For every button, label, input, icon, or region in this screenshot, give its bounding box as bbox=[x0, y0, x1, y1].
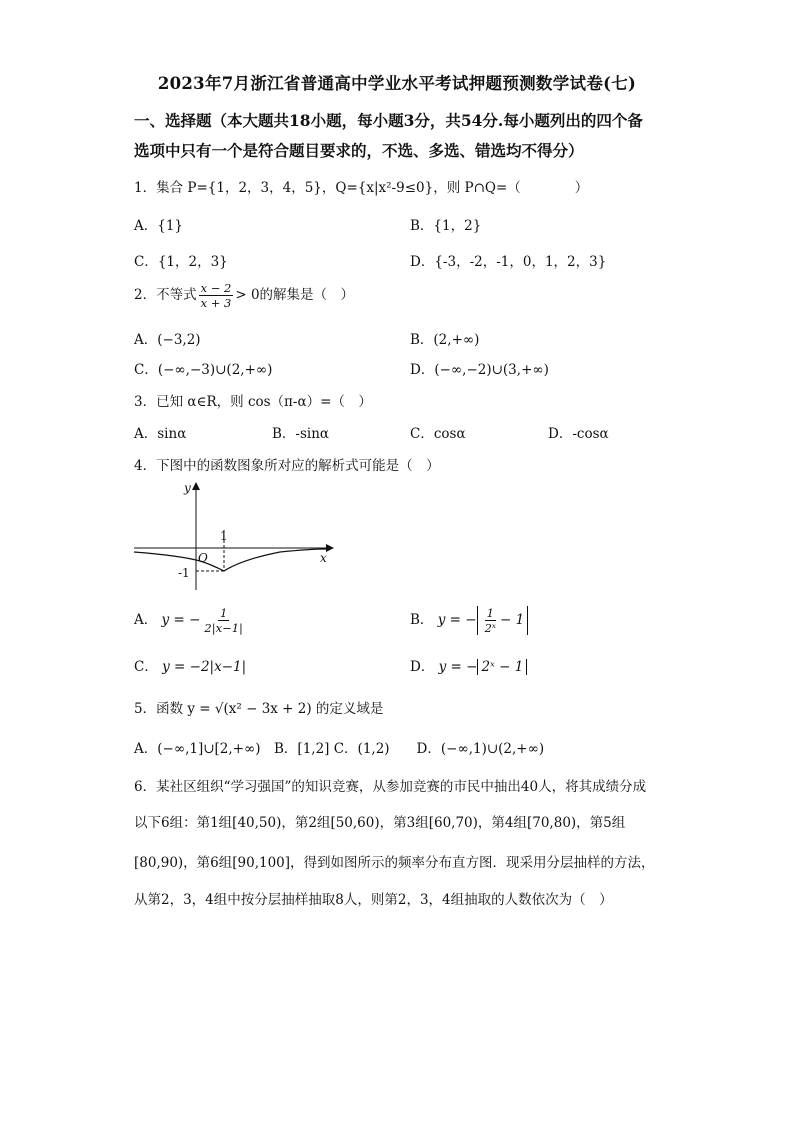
q2-option-d: D．(−∞,−2)∪(3,+∞) bbox=[410, 362, 549, 378]
function-curve bbox=[134, 549, 326, 571]
q5-stem: 5．函数 y = √(x² − 3x + 2) 的定义域是 bbox=[134, 701, 384, 717]
q1-option-b: B．{1，2} bbox=[410, 218, 482, 234]
q4-option-a bbox=[134, 606, 247, 635]
q4-option-c-expr: y = −2|x−1| bbox=[162, 659, 247, 675]
q1-option-d: D．{-3，-2，-1，0，1，2，3} bbox=[410, 254, 607, 270]
q4-option-d-label: D． bbox=[410, 659, 435, 675]
q4-option-c-label: C． bbox=[134, 659, 158, 675]
q4-option-a-fraction bbox=[202, 606, 245, 635]
q6-line3: [80,90)，第6组[90,100]，得到如图所示的频率分布直方图．现采用分层抽样的方法， bbox=[134, 855, 655, 871]
q2-fraction bbox=[199, 281, 234, 310]
q2-frac-den: x + 3 bbox=[200, 296, 232, 310]
q3-option-b: B．-sinα bbox=[272, 426, 330, 442]
q5-options: A．(−∞,1]∪[2,+∞) B．[1,2] C．(1,2) D．(−∞,1)∪(2,+∞) bbox=[134, 741, 545, 757]
q3-option-d: D．-cosα bbox=[548, 426, 609, 442]
function-graph bbox=[130, 480, 340, 592]
section-heading-line2: 选项中只有一个是符合题目要求的，不选、多选、错选均不得分） bbox=[134, 141, 584, 160]
graph-label-neg-one: -1 bbox=[178, 566, 190, 580]
q4-option-b-label: B． bbox=[410, 612, 434, 628]
q4-a-num: 1 bbox=[219, 606, 228, 620]
q2-stem-suffix: > 0的解集是（ ） bbox=[235, 287, 355, 303]
q4-option-d bbox=[410, 655, 527, 675]
section-heading-line1: 一、选择题（本大题共18小题，每小题3分，共54分.每小题列出的四个备 bbox=[134, 111, 643, 130]
q2-option-b: B．(2,+∞) bbox=[410, 332, 480, 348]
q3-stem: 3．已知 α∈R，则 cos（π-α）=（ ） bbox=[134, 394, 372, 410]
q4-option-d-expr: y = − bbox=[438, 659, 478, 675]
y-axis-arrow bbox=[192, 482, 200, 490]
q1-option-a: A．{1} bbox=[134, 218, 184, 234]
q2-option-a: A．(−3,2) bbox=[134, 332, 201, 348]
q2-stem bbox=[134, 281, 354, 310]
q6-line4: 从第2，3，4组中按分层抽样抽取8人，则第2，3，4组抽取的人数依次为（ ） bbox=[134, 892, 613, 908]
q4-option-a-expr: y = − bbox=[161, 612, 201, 628]
q4-option-b-fraction bbox=[483, 606, 498, 635]
q4-a-den: 2|x−1| bbox=[204, 621, 243, 635]
q2-option-c: C．(−∞,−3)∪(2,+∞) bbox=[134, 362, 273, 378]
q6-line2: 以下6组：第1组[40,50)，第2组[50,60)，第3组[60,70)，第4组[70,80)，第5组 bbox=[134, 815, 626, 831]
q4-b-num: 1 bbox=[486, 606, 494, 620]
q4-b-den: 2ˣ bbox=[484, 621, 496, 635]
section-heading bbox=[134, 106, 674, 166]
q1-option-c: C．{1，2，3} bbox=[134, 254, 228, 270]
q3-option-c: C．cosα bbox=[410, 426, 466, 442]
x-axis-arrow bbox=[326, 544, 334, 552]
exam-title: 2023年7月浙江省普通高中学业水平考试押题预测数学试卷(七) bbox=[157, 74, 637, 93]
q4-option-a-label: A． bbox=[134, 612, 158, 628]
q3-option-a: A．sinα bbox=[134, 426, 187, 442]
graph-label-one: 1 bbox=[220, 529, 228, 543]
q4-option-b bbox=[410, 606, 528, 635]
q4-stem: 4．下图中的函数图象所对应的解析式可能是（ ） bbox=[134, 458, 440, 474]
graph-label-origin: O bbox=[198, 551, 208, 565]
q4-option-b-expr: y = − bbox=[437, 612, 477, 628]
q6-line1: 6．某社区组织“学习强国”的知识竞赛，从参加竞赛的市民中抽出40人，将其成绩分成 bbox=[134, 779, 647, 795]
q4-b-tail: − 1 bbox=[499, 612, 525, 628]
graph-label-y: y bbox=[184, 481, 191, 495]
q2-stem-prefix: 2．不等式 bbox=[134, 287, 197, 303]
q4-option-c bbox=[134, 655, 246, 675]
q4-option-d-abs: 2ˣ − 1 bbox=[477, 659, 527, 675]
q1-stem: 1．集合 P={1，2，3，4，5}，Q={x|x²-9≤0}，则 P∩Q=（ ） bbox=[134, 180, 589, 196]
q4-option-b-abs bbox=[477, 606, 529, 635]
graph-label-x: x bbox=[320, 551, 327, 565]
q2-frac-num: x − 2 bbox=[200, 281, 232, 295]
